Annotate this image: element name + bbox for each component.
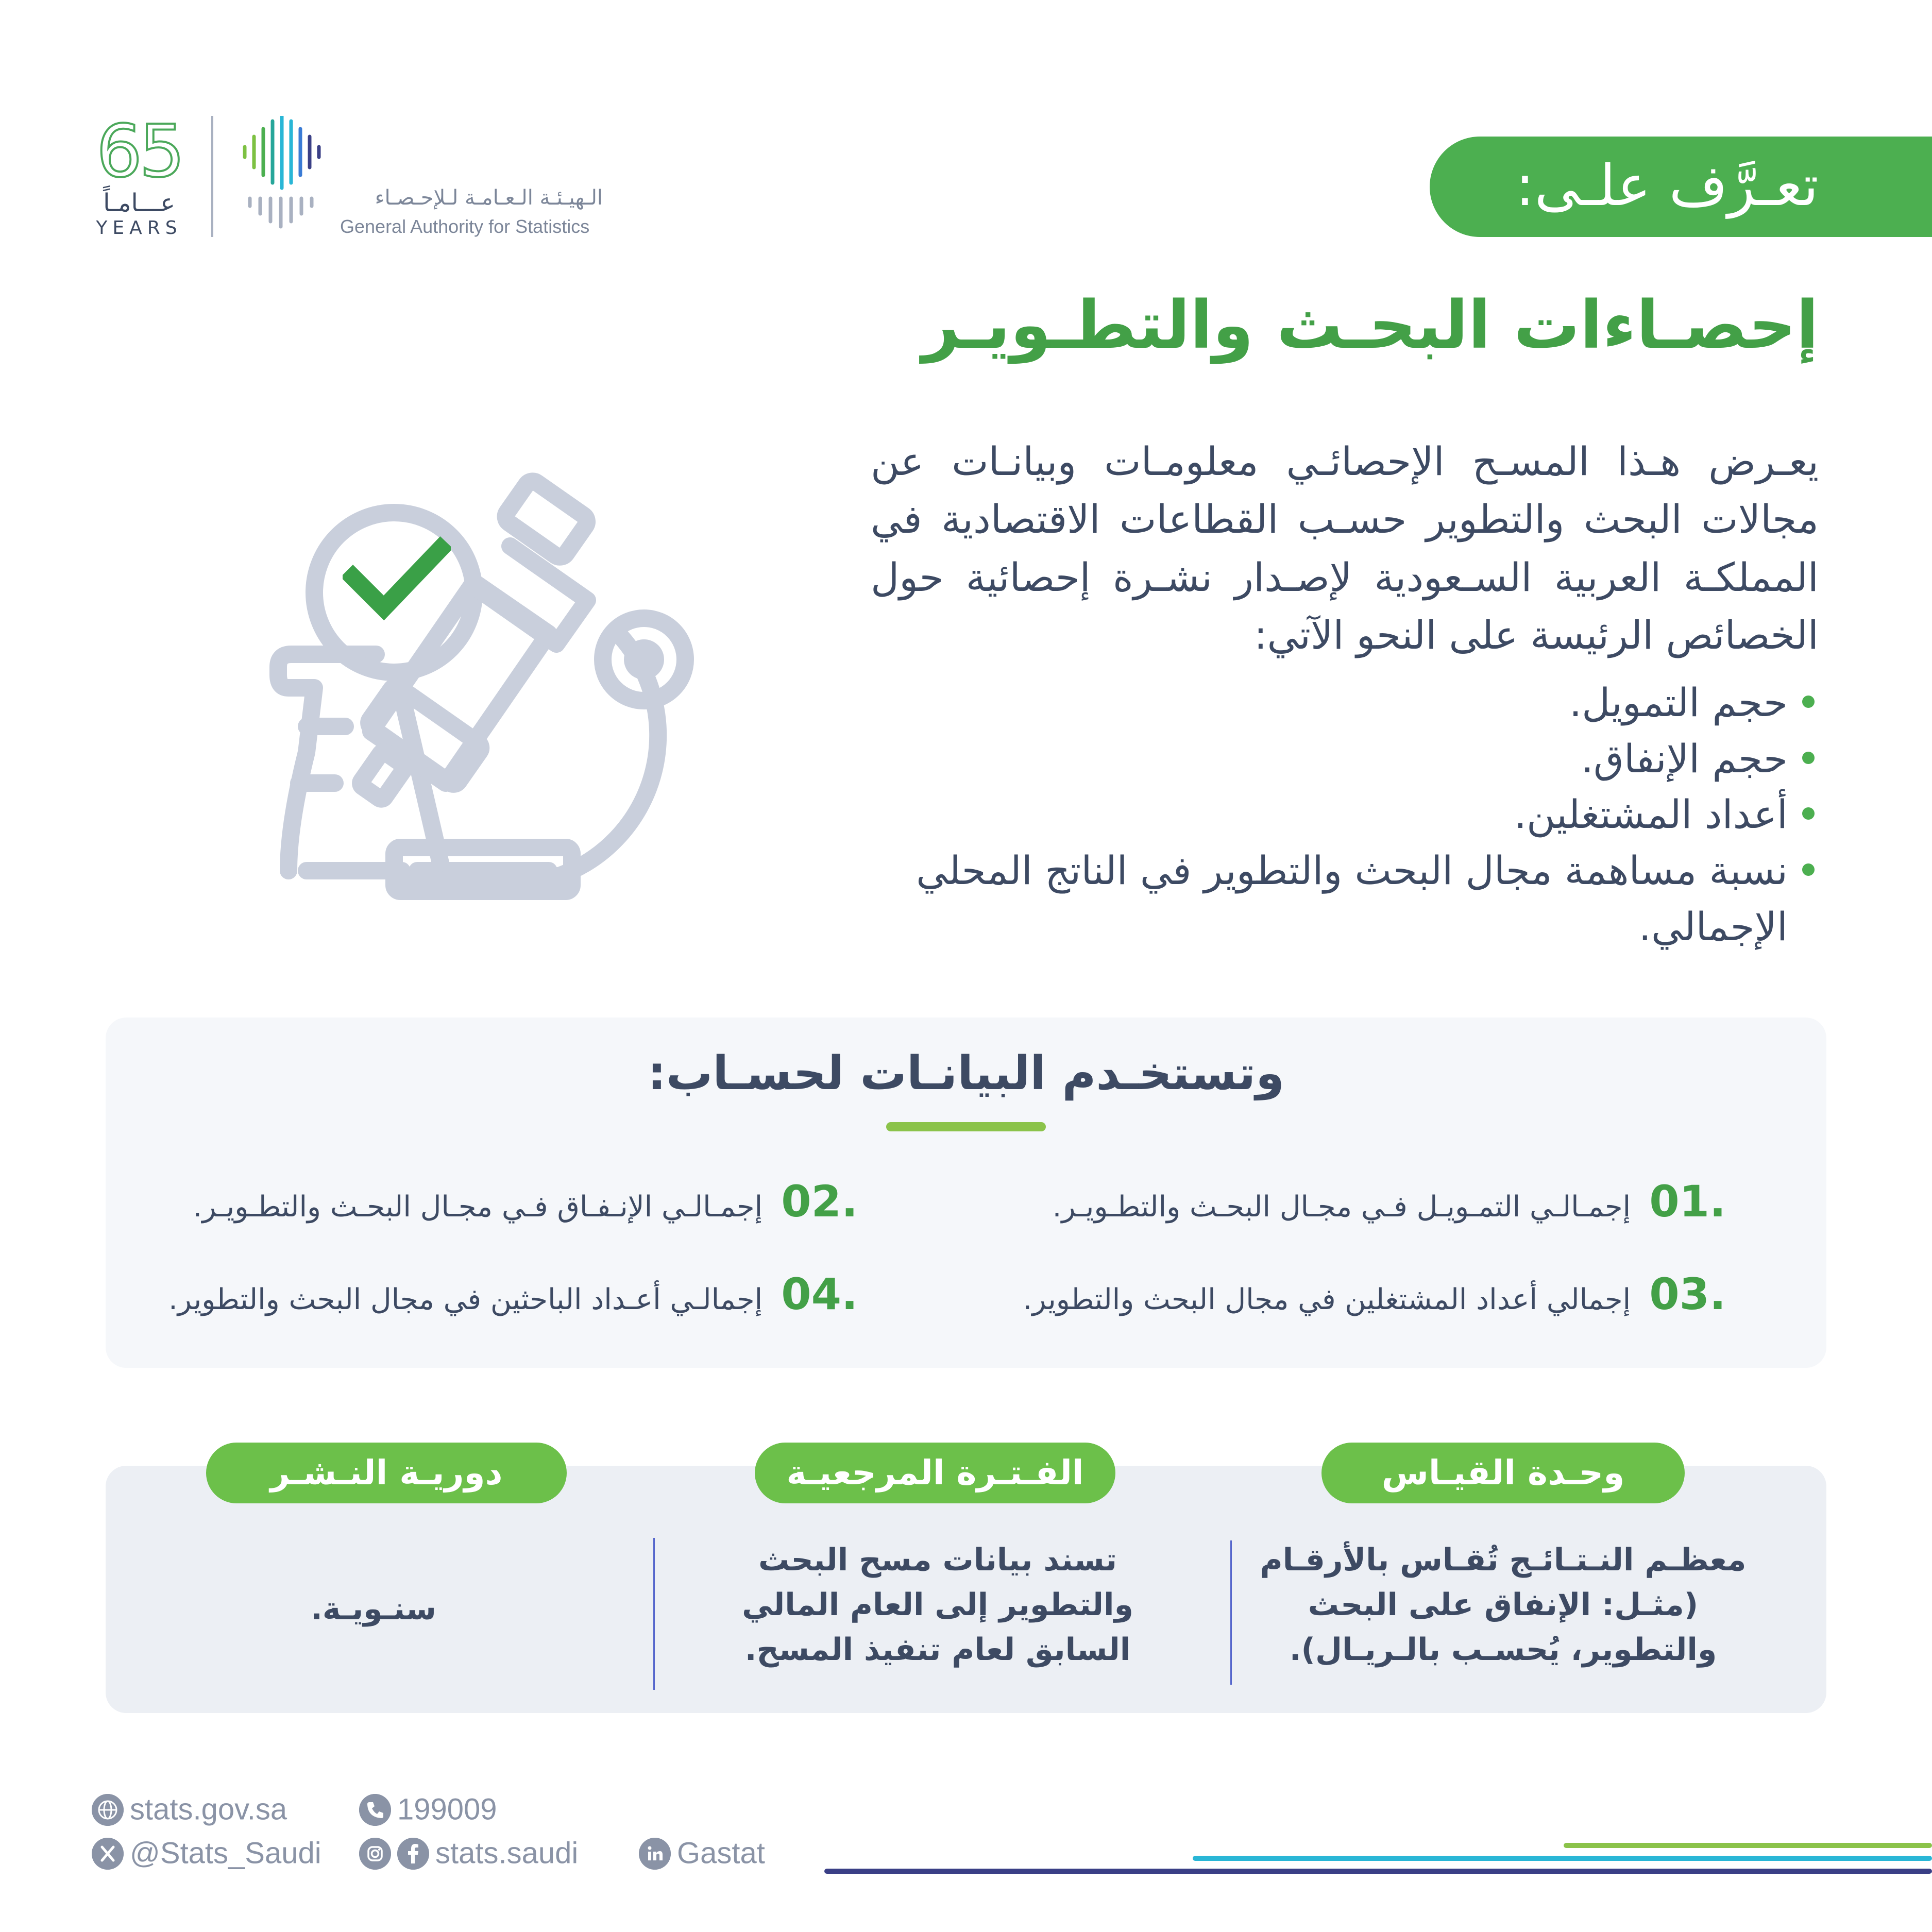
frequency-pill: دوريـة النـشـر xyxy=(206,1443,567,1503)
reference-period-text: تسند بيانات مسح البحث والتطوير إلى العام المالي السابق لعام تنفيذ المسح. xyxy=(742,1542,1133,1668)
use-item-02 xyxy=(193,1176,858,1227)
instagram-icon xyxy=(359,1838,391,1870)
unit-text: معظـم النـتـائـج تُقـاس بالأرقـام (مثـل: الإنفاق على البحث والتطوير، يُحسـب بالـريـال). xyxy=(1260,1542,1747,1668)
linkedin-link[interactable]: Gastat xyxy=(639,1837,765,1870)
use-text: إجمـالـي الإنـفـاق فـي مجـال البحـث والتطـويـر. xyxy=(193,1190,763,1224)
facebook-icon xyxy=(397,1838,429,1870)
footer-stripe-green xyxy=(1564,1843,1932,1848)
frequency-text: سنـويـة. xyxy=(311,1591,436,1627)
linkedin-icon xyxy=(639,1838,671,1870)
bullet-dot-icon xyxy=(1802,696,1815,708)
social-link[interactable]: stats.saudi xyxy=(359,1837,578,1870)
use-text: إجمـالـي التمـويـل فـي مجـال البحـث والتطـويـر. xyxy=(1052,1190,1631,1224)
phone-icon xyxy=(359,1794,391,1826)
footer-stripe-blue xyxy=(1193,1856,1932,1861)
x-icon xyxy=(92,1838,124,1870)
list-item: حجم الإنفاق. xyxy=(871,731,1819,787)
org-name-english: General Authority for Statistics xyxy=(340,216,590,237)
meta-divider xyxy=(1230,1540,1232,1685)
uses-title-underline xyxy=(886,1122,1046,1131)
use-number: 03. xyxy=(1649,1269,1726,1319)
logo-divider xyxy=(211,116,213,237)
use-item-03 xyxy=(1023,1269,1726,1319)
list-item: حجم التمويل. xyxy=(871,675,1819,731)
list-item: أعداد المشتغلين. xyxy=(871,787,1819,843)
footer-stripe-navy xyxy=(824,1869,1932,1874)
uses-title: وتستخـدم البيانـات لحسـاب: xyxy=(647,1046,1285,1100)
phone-link[interactable]: 199009 xyxy=(359,1793,497,1826)
bullet-dot-icon xyxy=(1802,752,1815,764)
bullet-dot-icon xyxy=(1802,807,1815,820)
anniversary-english: YEARS xyxy=(96,217,182,239)
check-icon xyxy=(343,536,451,623)
use-number: 01. xyxy=(1649,1176,1726,1227)
globe-icon xyxy=(92,1794,124,1826)
use-number: 04. xyxy=(781,1269,858,1319)
org-name-arabic: الـهيـئـة الـعـامـة لـلإحـصـاء xyxy=(375,186,603,210)
twitter-link[interactable]: @Stats_Saudi xyxy=(92,1837,321,1870)
use-text: إجمالـي أعـداد الباحثين في مجال البحث والتطوير. xyxy=(168,1283,763,1316)
anniversary-logo xyxy=(85,110,193,240)
website-link[interactable]: stats.gov.sa xyxy=(92,1793,287,1826)
unit-label-pill: وحـدة القيـاس xyxy=(1321,1443,1685,1503)
use-item-04 xyxy=(168,1269,858,1319)
page-title: إحصـاءات البحـث والتطـويـر xyxy=(922,287,1819,364)
use-number: 02. xyxy=(781,1176,858,1227)
reference-period-pill: الفـتـرة المرجعيـة xyxy=(755,1443,1115,1503)
microscope-icon xyxy=(268,464,757,953)
use-text: إجمالي أعداد المشتغلين في مجال البحث والتطوير. xyxy=(1023,1283,1631,1316)
gastat-logo-mark xyxy=(240,116,327,234)
characteristics-list xyxy=(871,675,1819,955)
use-item-01 xyxy=(1052,1176,1726,1227)
meta-divider xyxy=(653,1538,655,1690)
list-item: نسبة مساهمة مجال البحث والتطوير في الناتج المحلي الإجمالي. xyxy=(871,843,1819,955)
kicker-text: تعـرَّف علـى: xyxy=(1515,152,1819,218)
anniversary-arabic: عـــامـاً xyxy=(103,189,175,217)
anniversary-number: 65 xyxy=(96,110,182,194)
bullet-dot-icon xyxy=(1802,863,1815,876)
intro-paragraph: يعـرض هـذا المسـح الإحصائـي معلومـات وبيانـات عن مجالات البحث والتطوير حسـب القطاعات الاقتصادية في المملكـة العربية السـعودية لإصـدار نشـرة إحصائية حول الخصائص الرئيسة على النحو الآتي: xyxy=(871,438,1819,658)
